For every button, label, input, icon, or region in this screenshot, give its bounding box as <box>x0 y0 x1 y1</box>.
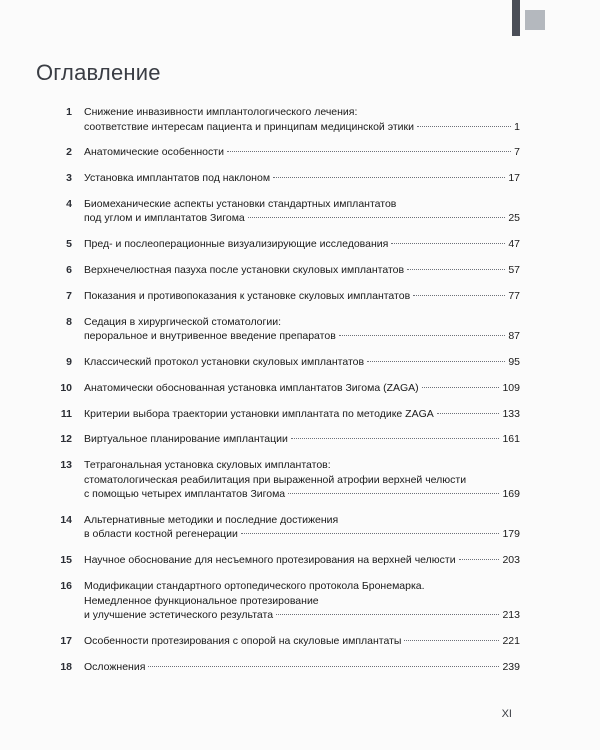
toc-entry-title-line: стоматологическая реабилитация при выраженной атрофии верхней челюсти <box>84 473 467 486</box>
corner-tab-marker <box>512 0 520 36</box>
toc-entry-title-line: Пред- и послеоперационные визуализирующие исследования <box>84 238 389 251</box>
dot-leader <box>248 217 506 218</box>
dot-leader <box>413 295 505 296</box>
toc-entry-title-line: Особенности протезирования с опорой на скуловые имплантаты <box>84 634 402 647</box>
toc-entry-title-line: в области костной регенерации <box>84 528 238 541</box>
toc-entry-title-line: Тетрагональная установка скуловых имплантатов: <box>84 459 331 472</box>
dot-leader <box>291 438 500 439</box>
dot-leader <box>407 269 505 270</box>
toc-entry-title-line: под углом и имплантатов Зигома <box>84 212 245 225</box>
toc-entry-page-number: 109 <box>502 381 520 394</box>
dot-leader <box>422 387 500 388</box>
toc-entry-number: 11 <box>60 407 72 420</box>
toc-entry-last-line <box>84 289 520 304</box>
toc-entry-title-line: Альтернативные методики и последние достижения <box>84 513 339 526</box>
toc-entry-last-line <box>84 487 520 502</box>
toc-entry-page-number: 47 <box>508 238 520 251</box>
toc-entry-number: 5 <box>66 238 72 251</box>
toc-entry-number: 2 <box>66 146 72 159</box>
toc-entry-last-line <box>84 608 520 623</box>
toc-entry-last-line <box>84 381 520 396</box>
dot-leader <box>417 126 511 127</box>
toc-entry-text <box>84 145 520 160</box>
toc-entry-title-line: Показания и противопоказания к установке скуловых имплантатов <box>84 289 411 302</box>
toc-entry-page-number: 7 <box>514 146 520 159</box>
toc-entry-number: 15 <box>60 554 72 567</box>
toc-entry-text <box>84 407 520 422</box>
toc-entry-last-line <box>84 355 520 370</box>
dot-leader <box>273 177 505 178</box>
toc-entry-number: 1 <box>66 106 72 118</box>
toc-entry-text <box>84 381 520 396</box>
toc-entry-text <box>84 171 520 186</box>
toc-entry-page-number: 57 <box>508 264 520 276</box>
toc-entry-number: 8 <box>66 315 72 328</box>
toc-entry-number: 16 <box>60 580 72 592</box>
toc-entry-title-line: пероральное и внутривенное введение препаратов <box>84 330 336 343</box>
toc-entry-number: 7 <box>66 289 72 302</box>
toc-entry-number: 13 <box>60 459 72 472</box>
toc-entry-title-line: Виртуальное планирование имплантации <box>84 433 288 446</box>
toc-entry-text <box>84 634 520 649</box>
toc-entry-title-line: Снижение инвазивности имплантологического лечения: <box>84 106 358 118</box>
toc-entry-title-line: Анатомически обоснованная установка имплантатов Зигома (ZAGA) <box>84 381 419 394</box>
dot-leader <box>276 614 499 615</box>
toc-entry-last-line <box>84 145 520 160</box>
toc-entry-page-number: 169 <box>502 488 520 501</box>
dot-leader <box>404 640 499 641</box>
toc-entry-number: 18 <box>60 660 72 673</box>
toc-entry-page-number: 77 <box>508 289 520 302</box>
toc-entry-number: 12 <box>60 433 72 446</box>
dot-leader <box>288 493 499 494</box>
toc-entry-page-number: 213 <box>502 609 520 621</box>
toc-entry-number: 17 <box>60 634 72 647</box>
toc-entry-text <box>84 355 520 370</box>
toc-entry-last-line <box>84 120 520 135</box>
corner-square-marker <box>525 10 545 30</box>
dot-leader <box>241 533 500 534</box>
toc-entry-last-line <box>84 329 520 344</box>
dot-leader <box>437 413 500 414</box>
toc-entry-number: 9 <box>66 355 72 368</box>
toc-entry-last-line <box>84 263 520 278</box>
toc-entry-page-number: 25 <box>508 212 520 225</box>
page-title: Оглавление <box>36 60 161 85</box>
dot-leader <box>339 335 506 336</box>
toc-entry-title-line: Седация в хирургической стоматологии: <box>84 315 282 328</box>
toc-entry-page-number: 87 <box>508 330 520 343</box>
toc-entry-text <box>84 263 520 278</box>
toc-entry-page-number: 133 <box>502 407 520 420</box>
toc-entry-title-line: Биомеханические аспекты установки стандартных имплантатов <box>84 197 397 210</box>
toc-entry-last-line <box>84 553 520 568</box>
dot-leader <box>459 559 500 560</box>
toc-entry-last-line <box>84 660 520 675</box>
toc-entry-title-line: Установка имплантатов под наклоном <box>84 172 271 185</box>
toc-entry-title-line: Верхнечелюстная пазуха после установки скуловых имплантатов <box>84 264 405 276</box>
toc-entry-page-number: 239 <box>502 660 520 673</box>
toc-entry-last-line <box>84 407 520 422</box>
toc-entry-page-number: 95 <box>508 355 520 368</box>
toc-entry-last-line <box>84 211 520 226</box>
toc-entry-title-line: Модификации стандартного ортопедического протокола Бронемарка. <box>84 580 425 592</box>
toc-entry-text <box>84 432 520 447</box>
toc-entry-title-line: Научное обоснование для несъемного протезирования на верхней челюсти <box>84 554 456 567</box>
toc-entry-title-line: Немедленное функциональное протезирование <box>84 594 319 607</box>
toc-entry-number: 4 <box>66 197 72 210</box>
toc-entry-text <box>84 579 520 623</box>
toc-entry-text <box>84 553 520 568</box>
toc-entry-title-line: Критерии выбора траектории установки имплантата по методике ZAGA <box>84 407 434 420</box>
toc-entry-title-line: с помощью четырех имплантатов Зигома <box>84 488 286 501</box>
toc-entry-page-number: 203 <box>502 554 520 567</box>
toc-entry-title-line: Классический протокол установки скуловых имплантатов <box>84 355 365 368</box>
toc-entry-number: 3 <box>66 172 72 185</box>
toc-entry-last-line <box>84 527 520 542</box>
toc-entry-page-number: 161 <box>502 433 520 446</box>
toc-entry-title-line: Анатомические особенности <box>84 146 224 159</box>
dot-leader <box>227 151 511 152</box>
page-number-footer: XI <box>501 708 512 720</box>
toc-entry-text <box>84 660 520 675</box>
toc-entry-number: 6 <box>66 264 72 276</box>
toc-entry-last-line <box>84 237 520 252</box>
dot-leader <box>367 361 505 362</box>
toc-entry-text <box>84 237 520 252</box>
dot-leader <box>391 243 505 244</box>
dot-leader <box>148 666 499 667</box>
toc-entry-title-line: Осложнения <box>84 660 146 673</box>
toc-entry-text <box>84 289 520 304</box>
toc-entry-page-number: 179 <box>502 528 520 541</box>
toc-entry-text <box>84 513 520 542</box>
toc-entry-page-number: 17 <box>508 172 520 185</box>
toc-entry-text <box>84 105 520 134</box>
toc-entry-number: 14 <box>60 513 72 526</box>
toc-entry-last-line <box>84 171 520 186</box>
toc-entry-title-line: и улучшение эстетического результата <box>84 609 274 621</box>
toc-entry-text <box>84 458 520 502</box>
toc-entry-page-number: 1 <box>514 120 520 133</box>
toc-entry-last-line <box>84 634 520 649</box>
toc-entry-page-number: 221 <box>502 634 520 647</box>
toc-entry-last-line <box>84 432 520 447</box>
toc-entry-title-line: соответствие интересам пациента и принципам медицинской этики <box>84 120 414 133</box>
toc-entry-text <box>84 197 520 226</box>
toc-entry-text <box>84 315 520 344</box>
toc-entry-number: 10 <box>60 381 72 394</box>
